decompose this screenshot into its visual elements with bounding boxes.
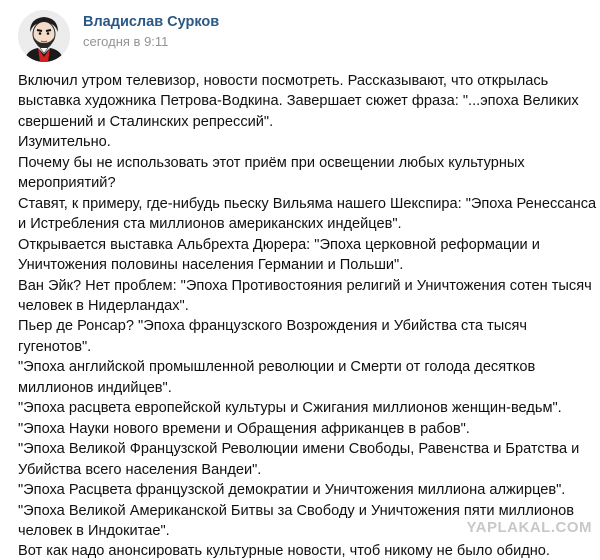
post-timestamp-link[interactable]: сегодня в 9:11 <box>83 34 169 49</box>
post-text-line: Включил утром телевизор, новости посмотреть. Рассказывают, что открылась <box>18 73 549 89</box>
post-text-line: "Эпоха Науки нового времени и Обращения африканцев в рабов". <box>18 420 470 437</box>
post-text-line: мероприятий? <box>18 175 116 192</box>
post-text-line: Уничтожения половины населения Германии и Польши". <box>18 257 404 274</box>
post-text-line: человек в Индокитае". <box>18 522 170 539</box>
post-text-line: "Эпоха Великой Американской Битвы за Свободу и Уничтожения пяти миллионов <box>18 502 575 519</box>
post-text-line: "Эпоха Великой Французской Революции имени Свободы, Равенства и Братства и <box>18 441 580 458</box>
author-block <box>83 13 219 50</box>
post-text-line: Изумительно. <box>18 134 111 151</box>
post-text-line: "Эпоха Расцвета французской демократии и Уничтожения миллиона алжирцев". <box>18 482 566 499</box>
post-text-line: и Истребления ста миллионов американских индейцев". <box>18 216 402 233</box>
post-text-line: гугенотов". <box>18 338 92 355</box>
post-text-line: Ставят, к примеру, где-нибудь пьеску Вильяма нашего Шекспира: "Эпоха Ренессанса <box>18 195 597 212</box>
post-text-line: человек в Нидерландах". <box>18 297 189 314</box>
author-name-link[interactable]: Владислав Сурков <box>83 14 220 30</box>
post-text-line: Пьер де Ронсар? "Эпоха французского Возрождения и Убийства ста тысяч <box>18 318 528 335</box>
post-body <box>18 71 597 560</box>
post-text-line: выставка художника Петрова-Водкина. Завершает сюжет фраза: "...эпоха Великих <box>18 93 579 110</box>
post-text-line: Вот как надо анонсировать культурные новости, чтоб никому не было обидно. <box>18 543 550 560</box>
post-text-line: Ван Эйк? Нет проблем: "Эпоха Противостояния религий и Уничтожения сотен тысяч <box>18 277 592 294</box>
post-text-line: миллионов индийцев". <box>18 379 172 396</box>
site-watermark: YAPLAKAL.COM <box>466 519 592 536</box>
post-text-line: Почему бы не использовать этот приём при освещении любых культурных <box>18 154 525 171</box>
post-text-line: свершений и Сталинских репрессий". <box>18 113 274 130</box>
post-text-line: "Эпоха расцвета европейской культуры и Сжигания миллионов женщин-ведьм". <box>18 400 562 417</box>
user-avatar[interactable] <box>18 10 70 62</box>
post-text-line: Открывается выставка Альбрехта Дюрера: "Эпоха церковной реформации и <box>18 236 540 253</box>
post-text-line: Убийства всего населения Вандеи". <box>18 461 262 478</box>
user-avatar-icon <box>18 10 70 62</box>
post-text-line: "Эпоха английской промышленной революции и Смерти от голода десятков <box>18 359 536 376</box>
post-header <box>18 10 219 62</box>
